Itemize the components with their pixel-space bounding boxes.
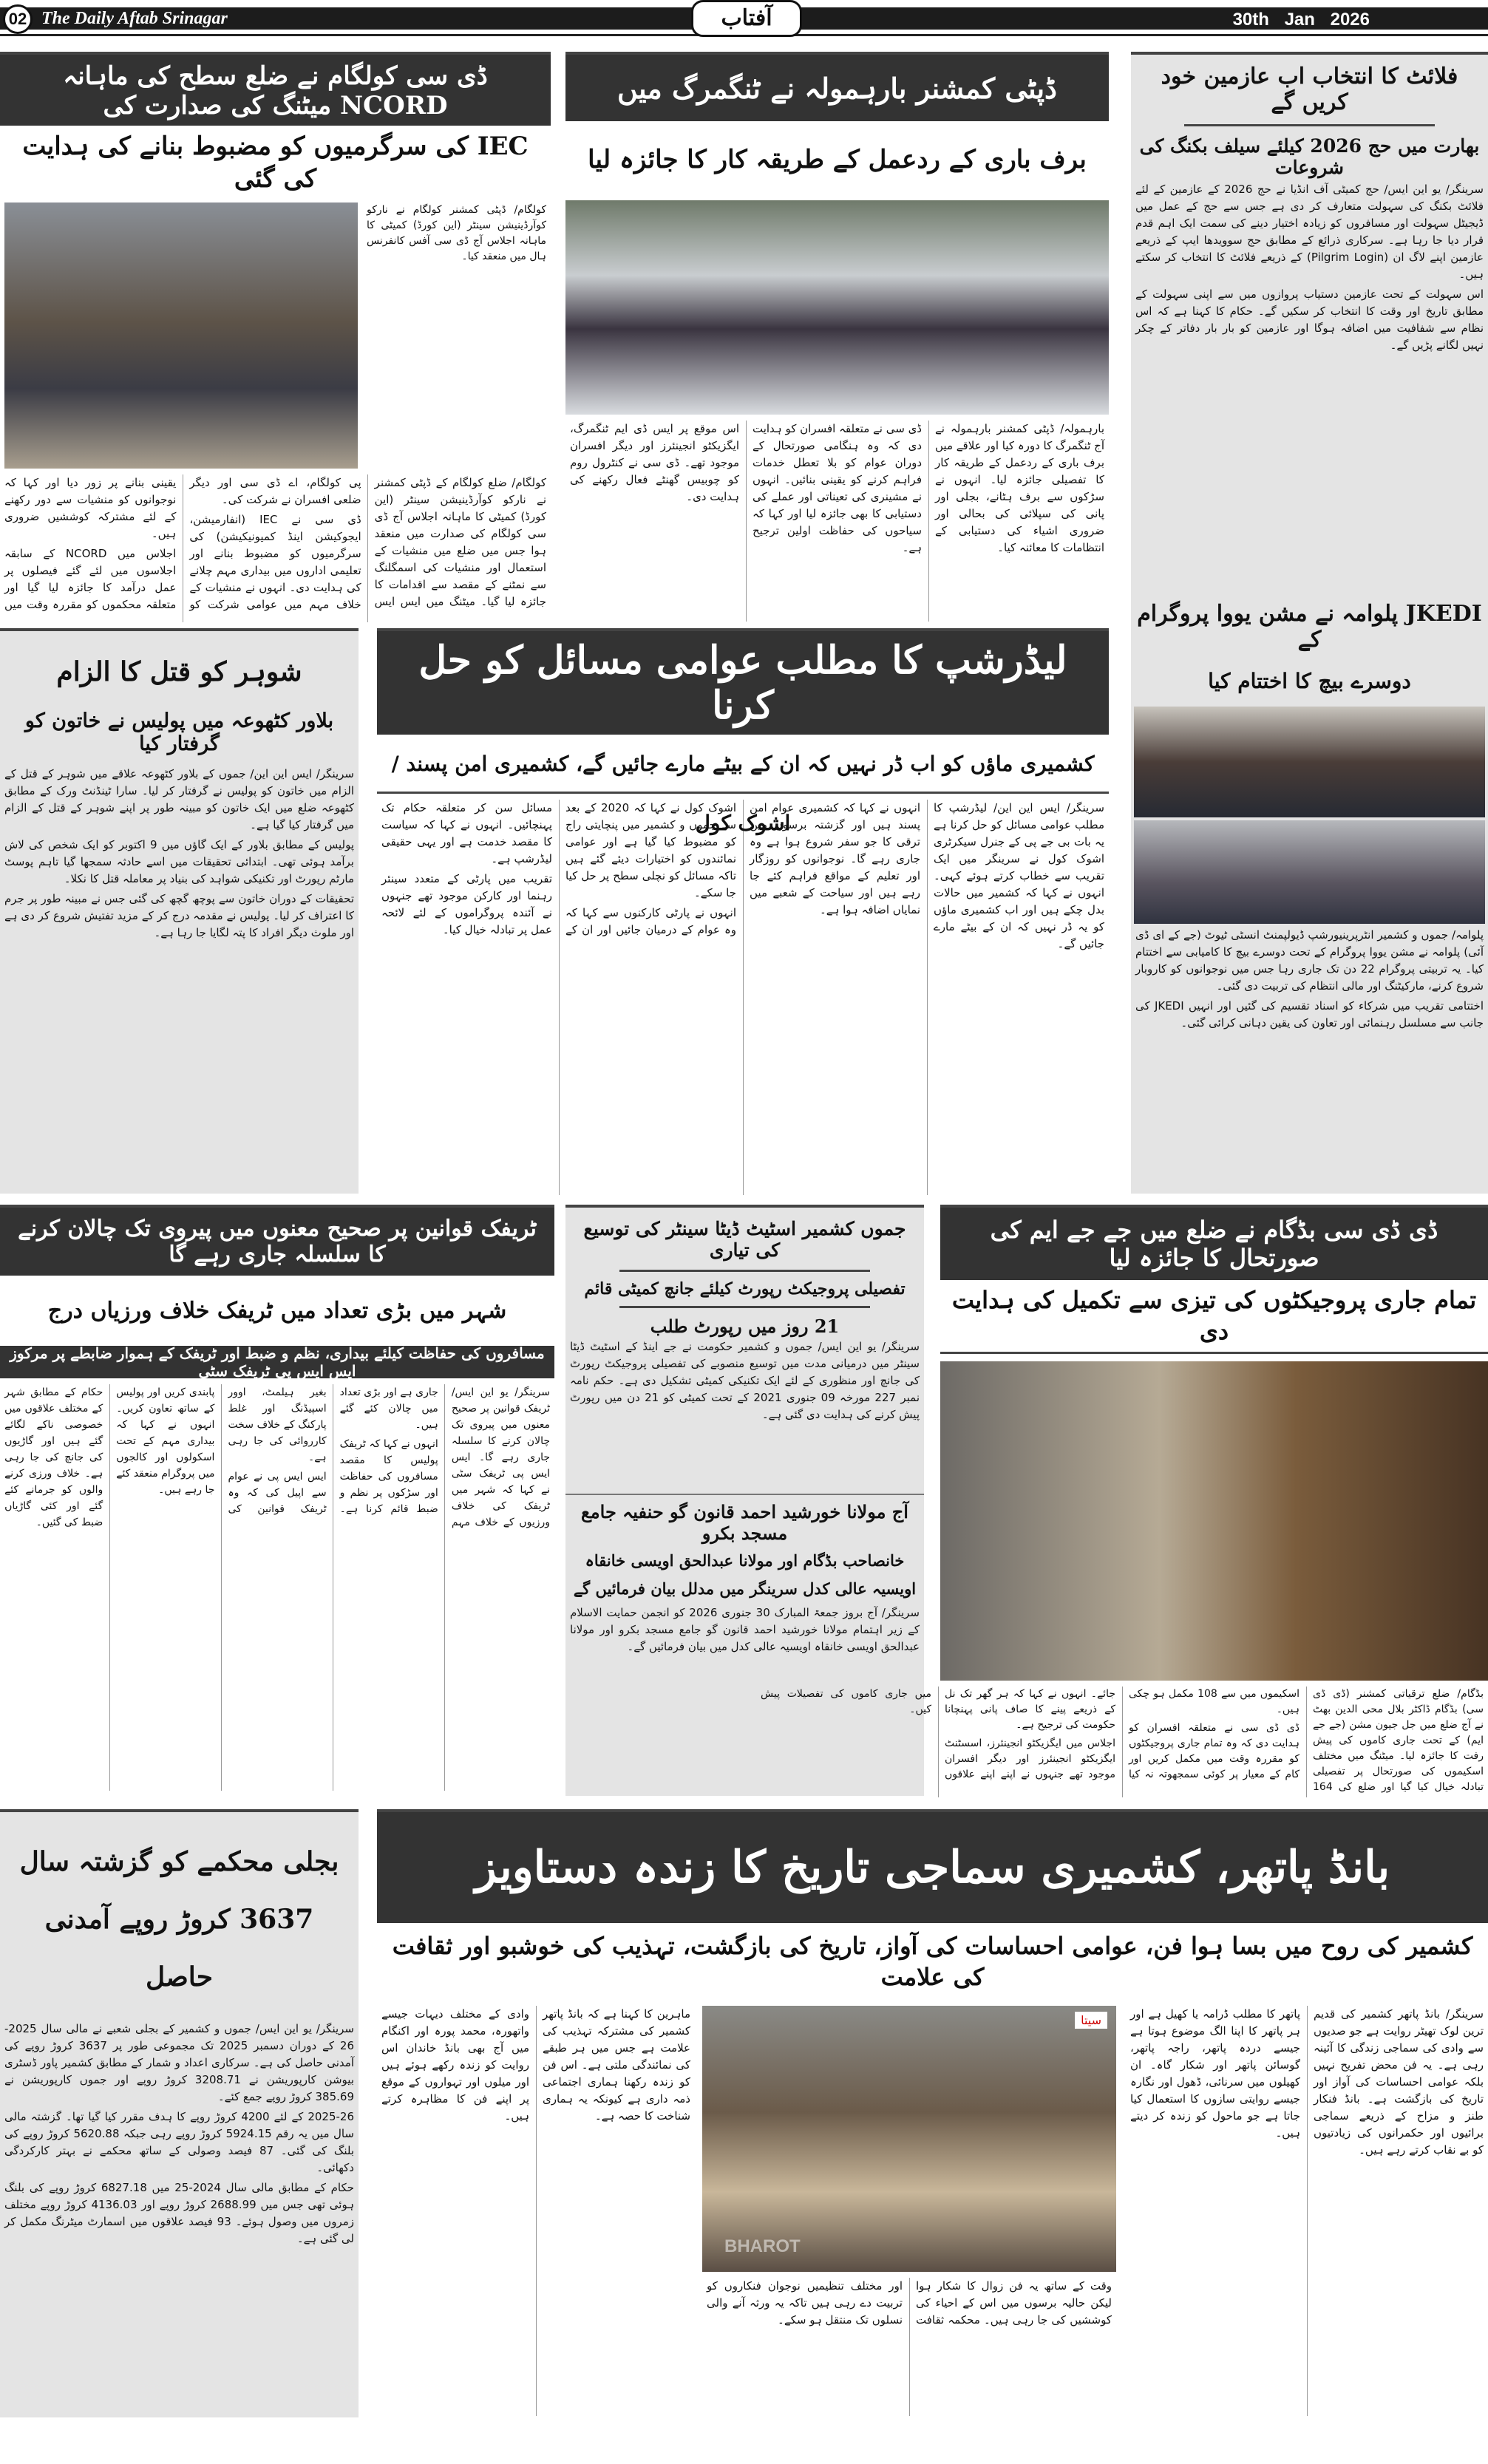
article-leadership [377,628,1109,1194]
paragraph: سرینگر/ ایس این این/ لیڈرشپ کا مطلب عوامی مسائل کو حل کرنا ہے یہ بات بی جے پی کے جنرل سیکرٹری اشوک کول نے سرینگر میں ایک تقریب سے خطاب کرتے ہوئے کہی۔ انہوں نے کہا کہ کشمیر میں حالات بدل چکے ہیں اور اب کشمیری ماؤں کو یہ ڈر نہیں کہ ان کے بیٹے مارے جائیں گے۔ [934,801,1104,950]
subheadline: برف باری کے ردعمل کے طریقہ کار کا جائزہ لیا [588,145,1087,174]
mosque-headline: آج مولانا خورشید احمد قانون گو حنفیہ جامع مسجد بکرو [565,1494,924,1545]
divider [619,1306,871,1308]
article-husband-murder [0,628,359,1194]
paragraph: اشوک کول نے کہا کہ 2020 کے بعد سے جموں و کشمیر میں پنچایتی راج کو مضبوط کیا گیا ہے اور عوامی نمائندوں کو اختیارات دیئے گئے ہیں تاکہ مسائل کو نچلی سطح پر حل کیا جا سکے۔ [565,801,736,899]
headline: جموں کشمیر اسٹیٹ ڈیٹا سینٹر کی توسیع کی تیاری [583,1218,906,1261]
headline: ڈی ڈی سی بڈگام نے ضلع میں جے جے ایم کی صورتحال کا جائزہ لیا [940,1208,1488,1280]
paragraph: ڈی سی نے متعلقہ افسران کو ہدایت دی کہ وہ ہنگامی صورتحال کے دوران عوام کو بلا تعطل خدمات فراہم کرنے کو یقینی بنائیں۔ انہوں نے مشینری کی تعیناتی اور عملے کی دستیابی کا بھی جائزہ لیا اور کہا کہ سیاحوں کی حفاظت اولین ترجیح ہے۔ [752,422,922,554]
headline: لیڈرشپ کا مطلب عوامی مسائل کو حل کرنا [377,631,1109,735]
masthead [0,0,1488,37]
paragraph: حکام کے مطابق مالی سال 2024-25 میں 6827.18 کروڑ روپے کی بلنگ ہوئی تھی جس میں 2688.99 کروڑ روپے اور 4136.03 کروڑ روپے مختلف زمروں میں وصول ہوئے۔ 93 فیصد علاقوں میں اسمارٹ میٹرنگ مکمل کر لی گئی ہے۔ [4,2181,355,2245]
paragraph: 2025-26 کے لئے 4200 کروڑ روپے کا ہدف مقرر کیا گیا تھا۔ گزشتہ مالی سال میں یہ رقم 5924.15 کروڑ روپے رہی جبکہ 5620.88 کروڑ روپے کی بلنگ کی گئی۔ 87 فیصد وصولی کے ساتھ محکمے نے بہتر کارکردگی دکھائی۔ [4,2110,354,2174]
jkedi-session-photo [1134,820,1485,924]
paragraph: سرینگر/ یو این ایس/ جموں و کشمیر کے بجلی شعبے نے مالی سال 2025-26 کے دوران دسمبر 2025 تک مجموعی طور پر 3637 کروڑ روپے کی آمدنی حاصل کی ہے۔ سرکاری اعداد و شمار کے مطابق کشمیر پاور ڈسٹری بیوشن کارپوریشن نے 3208.71 کروڑ روپے اور جموں کارپوریشن نے 385.69 کروڑ روپے جمع کئے۔ [4,2022,354,2103]
paragraph: بڈگام/ ضلع ترقیاتی کمشنر (ڈی ڈی سی) بڈگام ڈاکٹر بلال محی الدین بھٹ نے آج ضلع میں جل جیون مشن (جے جے ایم) کے تحت جاری کاموں کی پیش رفت کا جائزہ لیا۔ میٹنگ میں مختلف اسکیموں کی صورتحال پر تفصیلی تبادلہ خیال کیا گیا اور ضلع کی 164 اسکیموں میں سے 108 مکمل ہو چکی ہیں۔ [1129,1688,1484,1793]
article-traffic [0,1205,554,1796]
paragraph: اختتامی تقریب میں شرکاء کو اسناد تقسیم کی گئیں اور انہیں JKEDI کی جانب سے مسلسل رہنمائی اور تعاون کی یقین دہانی کرائی گئی۔ [1135,999,1484,1029]
page-number: 02 [3,4,33,34]
headline: بانڈ پاتھر، کشمیری سماجی تاریخ کا زندہ دستاویز [377,1812,1488,1923]
paragraph: سرینگر/ بانڈ پاتھر کشمیر کی قدیم ترین لوک تھیٹر روایت ہے جو صدیوں سے وادی کی سماجی زندگی کا آئینہ رہی ہے۔ یہ فن محض تفریح نہیں بلکہ عوامی احساسات کی آواز اور تاریخ کی بازگشت ہے۔ بانڈ فنکار طنز و مزاح کے ذریعے سماجی برائیوں اور حکمرانوں کی زیادتیوں کو بے نقاب کرتے رہے ہیں۔ [1314,2007,1484,2157]
band-pather-performance-photo [702,2006,1116,2272]
paper-logo: آفتاب [691,0,802,37]
article-body [0,1384,554,1791]
kicker: مسافروں کی حفاظت کیلئے بیداری، نظم و ضبط اور ٹریفک کے ہموار ضابطے پر مرکوز ایس ایس پی ٹریفک سٹی [0,1346,554,1378]
paragraph: انہوں نے کہا کہ کشمیری عوام امن پسند ہیں اور گزشتہ برسوں میں ترقی کا جو سفر شروع ہوا ہے وہ جاری رہے گا۔ نوجوانوں کو روزگار اور تعلیم کے مواقع فراہم کئے جا رہے ہیں اور سیاحت کے شعبے میں نمایاں اضافہ ہوا ہے۔ [750,801,920,916]
issue-date: 30th Jan 2026 [1232,10,1370,30]
subheadline: کشمیری ماؤں کو اب ڈر نہیں کہ ان کے بیٹے مارے جائیں گے، کشمیری امن پسند / اشوک کول [377,735,1109,794]
article-body [565,1338,924,1494]
headline-jkedi: JKEDI پلوامہ نے مشن یووا پروگرام کے [1137,601,1482,653]
subheadline: بلاور کٹھوعہ میں پولیس نے خاتون کو گرفتار کیا [24,709,334,755]
headline: شوہر کو قتل کا الزام [56,656,302,687]
paragraph: تقریب میں پارٹی کے متعدد سینئر رہنما اور کارکن موجود تھے جنہوں نے آئندہ پروگراموں کے لئے لائحہ عمل پر تبادلہ خیال کیا۔ [381,872,552,936]
headline: بجلی محکمے کو گزشتہ سال 3637 کروڑ روپے آمدنی حاصل [19,1846,339,1992]
article-body [0,474,551,622]
article-electricity-revenue [0,1809,359,2417]
article-body [761,1687,1488,1797]
article-kulgam-ncord [0,52,551,621]
subheadline: تمام جاری پروجیکٹوں کی تیزی سے تکمیل کی ہدایت دی [940,1280,1488,1354]
headline: ڈپٹی کمشنر بارہمولہ نے ٹنگمرگ میں [565,55,1109,121]
paragraph: پولیس کے مطابق بلاور کے ایک گاؤں میں 9 اکتوبر کو ایک شخص کی لاش برآمد ہوئی تھی۔ ابتدائی تحقیقات میں اسے حادثہ سمجھا گیا تاہم پوسٹ مارٹم رپورٹ اور تکنیکی شواہد کی بنیاد پر معاملہ قتل کا نکلا۔ [4,838,354,885]
paper-name: The Daily Aftab Srinagar [41,9,228,28]
headline-hajj: فلائٹ کا انتخاب اب عازمین خود کریں گے [1161,64,1458,115]
paragraph: انہوں نے پارٹی کارکنوں سے کہا کہ وہ عوام کے درمیان جائیں اور ان کے مسائل سن کر متعلقہ حکام تک پہنچائیں۔ انہوں نے کہا کہ سیاست کا مقصد خدمت ہے اور یہی حقیقی لیڈرشپ ہے۔ [381,801,736,936]
hajj-body [1131,181,1488,595]
article-body [0,766,359,1180]
article-body-left [377,2006,695,2416]
paragraph: تحقیقات کے دوران خاتون سے پوچھ گچھ کی گئی جس نے مبینہ طور پر جرم کا اعتراف کر لیا۔ پولیس نے مقدمہ درج کر کے مزید تفتیش شروع کر دی ہے اور ملوث دیگر افراد کا پتہ لگایا جا رہا ہے۔ [4,892,354,939]
paragraph: وادی کے مختلف دیہات جیسے واتھورہ، محمد پورہ اور اکنگام میں آج بھی بانڈ خاندان اس روایت کو زندہ رکھے ہوئے ہیں اور میلوں اور تہواروں کے موقع پر اپنے فن کا مظاہرہ کرتے ہیں۔ [381,2007,529,2123]
photo-tag: سیتا [1075,2012,1107,2029]
paragraph: پلوامہ/ جموں و کشمیر انٹرپرینیورشپ ڈیولپمنٹ انسٹی ٹیوٹ (جے کے ای ڈی آئی) پلوامہ نے مشن یووا پروگرام کے تحت دوسرے بیچ کا کامیابی سے اختتام کیا۔ یہ تربیتی پروگرام 22 دن تک جاری رہا جس میں نوجوانوں کو کاروبار شروع کرنے، مارکیٹنگ اور مالی انتظام کی تربیت دی گئی۔ [1135,928,1484,993]
paragraph: حکام کے مطابق شہر کے مختلف علاقوں میں خصوصی ناکے لگائے گئے ہیں اور گاڑیوں کی جانچ کی جا رہی ہے۔ خلاف ورزی کرنے والوں کو جرمانے کئے گئے اور کئی گاڑیاں ضبط کی گئیں۔ [4,1386,103,1528]
article-baramulla-snowfall [565,52,1109,621]
subheadline: کشمیر کی روح میں بسا ہوا فن، عوامی احساسات کی آواز، تاریخ کی بازگشت، تہذیب کی خوشبو اور ثقافت کی علامت [392,1932,1473,1991]
paragraph: پاتھر کا مطلب ڈرامہ یا کھیل ہے اور ہر پاتھر کا اپنا الگ موضوع ہوتا ہے جیسے دردہ پاتھر، راجہ پاتھر، گوسائن پاتھر اور شکار گاہ۔ ان کھیلوں میں سرنائی، ڈھول اور نگارہ جیسے روایتی سازوں کا استعمال کیا جاتا ہے جو ماحول کو زندہ کر دیتے ہیں۔ [1130,2007,1300,2140]
paragraph: سرینگر/ ایس این این/ جموں کے بلاور کٹھوعہ علاقے میں شوہر کے قتل کے الزام میں خاتون کو پولیس نے گرفتار کر لیا۔ سارا ٹینڈنٹ ورک کے مطابق کٹھوعہ ضلع میں ایک خاتون کو مبینہ طور پر اپنے شوہر کے قتل کے الزام میں گرفتار کیا گیا ہے۔ [4,767,354,831]
paragraph: سرینگر/ یو این ایس/ حج کمیٹی آف انڈیا نے حج 2026 کے عازمین کے لئے فلائٹ بکنگ کی سہولت متعارف کر دی ہے جس سے حج کے عمل میں ڈیجیٹل سہولت اور مسافروں کو زیادہ اختیار دینے کی سمت ایک اہم قدم قرار دیا جا رہا ہے۔ سرکاری ذرائع کے مطابق حج سوویدھا ایپ کے ذریعے عازمین اپنے لاگ ان (Pilgrim Login) کے ذریعے فلائٹ کا انتخاب کر سکتے ہیں۔ [1135,183,1484,281]
divider [1184,124,1434,126]
article-body [0,2021,359,2464]
paragraph: اجلاس میں NCORD کے سابقہ اجلاسوں میں لئے گئے فیصلوں پر عمل درآمد کا جائزہ لیا گیا اور متعلقہ محکموں کو مقررہ وقت میں [4,547,177,611]
mosque-body [565,1604,924,1678]
ddc-review-meeting-photo [940,1361,1488,1681]
jkedi-body [1131,927,1488,1171]
divider [619,1270,871,1272]
article-band-pather [377,1809,1488,2417]
report-deadline: 21 روز میں رپورٹ طلب [650,1316,840,1337]
headline: ٹریفک قوانین پر صحیح معنوں میں پیروی تک چالان کرنے کا سلسلہ جاری رہے گا [0,1208,554,1276]
ncord-meeting-photo [4,203,358,469]
paragraph: ڈی سی نے IEC (انفارمیشن، ایجوکیشن اینڈ کمیونیکیشن) کی سرگرمیوں کو مضبوط بنانے اور تعلیمی اداروں میں بیداری مہم چلانے کی ہدایت دی۔ انہوں نے منشیات کے خلاف مہم میں عوامی شرکت کو یقینی بنانے پر زور دیا اور کہا کہ نوجوانوں کو منشیات سے دور رکھنے کے لئے مشترکہ کوششیں ضروری ہیں۔ [4,476,361,611]
paragraph: بارہمولہ/ ڈپٹی کمشنر بارہمولہ نے آج ٹنگمرگ کا دورہ کیا اور علاقے میں برف باری کے ردعمل کے طریقہ کار کا تفصیلی جائزہ لیا۔ انہوں نے سڑکوں سے برف ہٹانے، بجلی اور پانی کی سپلائی کی بحالی اور ضروری اشیاء کی دستیابی کے انتظامات کا معائنہ کیا۔ [935,422,1104,554]
paragraph: سرینگر/ یو این ایس/ جموں و کشمیر حکومت نے جے اینڈ کے اسٹیٹ ڈیٹا سینٹر میں درمیانی مدت میں توسیع منصوبے کی تفصیلی پروجیکٹ رپورٹ کی جانچ اور منظوری کے لئے ایک تکنیکی کمیٹی تشکیل دی ہے۔ حکم نامہ نمبر 227 مورخہ 09 جنوری 2021 کے تحت کمیٹی کو 21 دن میں رپورٹ پیش کرنے کی ہدایت دی گئی ہے۔ [570,1340,920,1421]
subheadline: شہر میں بڑی تعداد میں ٹریفک خلاف ورزیاں درج [47,1298,507,1324]
subheadline: IEC کی سرگرمیوں کو مضبوط بنانے کی ہدایت کی گئی [22,131,529,194]
paragraph: اس سہولت کے تحت عازمین دستیاب پروازوں میں سے اپنی سہولت کے مطابق تاریخ اور وقت کا انتخاب کر سکیں گے۔ حکام کا کہنا ہے کہ اس نظام سے شفافیت میں اضافہ ہوگا اور عازمین کو بار بار دفاتر کے چکر نہیں لگانے پڑیں گے۔ [1135,287,1484,352]
paragraph: ڈی ڈی سی نے متعلقہ افسران کو ہدایت دی کہ وہ تمام جاری پروجیکٹوں کو مقررہ وقت میں مکمل کریں اور کام کے معیار پر کوئی سمجھوتہ نہ کیا جائے۔ انہوں نے کہا کہ ہر گھر تک نل کے ذریعے پینے کا صاف پانی پہنچانا حکومت کی ترجیح ہے۔ [945,1688,1300,1780]
tangmarg-inspection-photo [565,200,1109,415]
paragraph: انہوں نے کہا کہ ٹریفک پولیس کا مقصد مسافروں کی حفاظت اور سڑکوں پر نظم و ضبط قائم کرنا ہے۔ بغیر ہیلمٹ، اوور اسپیڈنگ اور غلط پارکنگ کے خلاف سخت کارروائی کی جا رہی ہے۔ [228,1386,438,1515]
mosque-subheadline: خانصاحب بڈگام اور مولانا عبدالحق اویسی خانقاہ اویسیہ عالی کدل سرینگر میں مدلل بیان فرمائیں گے [573,1551,917,1598]
paragraph: اس موقع پر ایس ڈی ایم ٹنگمرگ، ایگزیکٹو انجینئرز اور دیگر افسران موجود تھے۔ ڈی سی نے کنٹرول روم کو چوبیس گھنٹے فعال رکھنے کی ہدایت دی۔ [570,422,739,503]
sidebar-column [1131,52,1488,1194]
jkedi-group-photo [1134,707,1485,817]
article-body-right [1126,2006,1488,2416]
paragraph: اجلاس میں ایگزیکٹو انجینئرز، اسسٹنٹ ایگزیکٹو انجینئرز اور دیگر افسران موجود تھے جنہوں نے اپنے اپنے علاقوں میں جاری کاموں کی تفصیلات پیش کیں۔ [761,1688,1115,1780]
subheadline-jkedi: دوسرے بیچ کا اختتام کیا [1208,669,1411,693]
article-body [377,800,1109,1195]
photo-watermark: BHAROT [724,2236,801,2256]
article-body [565,421,1109,622]
article-body-center [702,2278,1116,2416]
headline: ڈی سی کولگام نے ضلع سطح کی ماہانہ NCORD میٹنگ کی صدارت کی [0,55,551,126]
caption: کولگام/ ڈپٹی کمشنر کولگام نے نارکو کوآرڈینیشن سینٹر (این کورڈ) کمیٹی کا ماہانہ اجلاس آج ڈی سی آفس کانفرنس ہال میں منعقد کیا۔ [367,204,546,262]
paragraph: وقت کے ساتھ یہ فن زوال کا شکار ہوا لیکن حالیہ برسوں میں اس کے احیاء کی کوششیں کی جا رہی ہیں۔ محکمہ ثقافت اور مختلف تنظیمیں نوجوان فنکاروں کو تربیت دے رہی ہیں تاکہ یہ ورثہ آنے والی نسلوں تک منتقل ہو سکے۔ [707,2279,1112,2327]
paragraph: کولگام/ ضلع کولگام کے ڈپٹی کمشنر نے نارکو کوآرڈینیشن سینٹر (این کورڈ) کمیٹی کا ماہانہ اجلاس آج ڈی سی کولگام کی صدارت میں منعقد ہوا جس میں ضلع میں منشیات کے استعمال اور منشیات کی اسمگلنگ سے نمٹنے کے مقصد سے اقدامات کا جائزہ لیا گیا۔ میٹنگ میں ایس ایس پی کولگام، اے ڈی سی اور دیگر ضلعی افسران نے شرکت کی۔ [189,476,546,608]
subheadline-hajj: بھارت میں حج 2026 کیلئے سیلف بکنگ کی شروعات [1139,135,1480,178]
paragraph: ماہرین کا کہنا ہے کہ بانڈ پاتھر کشمیر کی مشترکہ تہذیب کی علامت ہے جس میں ہر طبقے کی نمائندگی ملتی ہے۔ اس فن کو زندہ رکھنا ہماری اجتماعی ذمہ داری ہے کیونکہ یہ ہماری شناخت کا حصہ ہے۔ [543,2007,690,2123]
paragraph: سرینگر/ آج بروز جمعۃ المبارک 30 جنوری 2026 کو انجمن حمایت الاسلام کے زیر اہتمام مولانا خورشید احمد قانون گو جامع مسجد بکرو اور مولانا عبدالحق اویسی خانقاہ اویسیہ عالی کدل میں بیان فرمائیں گے۔ [570,1606,920,1653]
subheadline: تفصیلی پروجیکٹ رپورٹ کیلئے جانچ کمیٹی قائم [584,1279,906,1299]
paragraph: ایس ایس پی نے عوام سے اپیل کی کہ وہ ٹریفک قوانین کی پابندی کریں اور پولیس کے ساتھ تعاون کریں۔ انہوں نے کہا کہ بیداری مہم کے تحت اسکولوں اور کالجوں میں پروگرام منعقد کئے جا رہے ہیں۔ [116,1386,327,1515]
paragraph: سرینگر/ یو این ایس/ ٹریفک قوانین پر صحیح معنوں میں پیروی تک چالان کرنے کا سلسلہ جاری رہے گا۔ ایس ایس پی ٹریفک سٹی نے کہا کہ شہر میں ٹریفک کی خلاف ورزیوں کے خلاف مہم جاری ہے اور بڑی تعداد میں چالان کئے گئے ہیں۔ [339,1386,550,1528]
article-budgam-jjm [761,1205,1488,1796]
